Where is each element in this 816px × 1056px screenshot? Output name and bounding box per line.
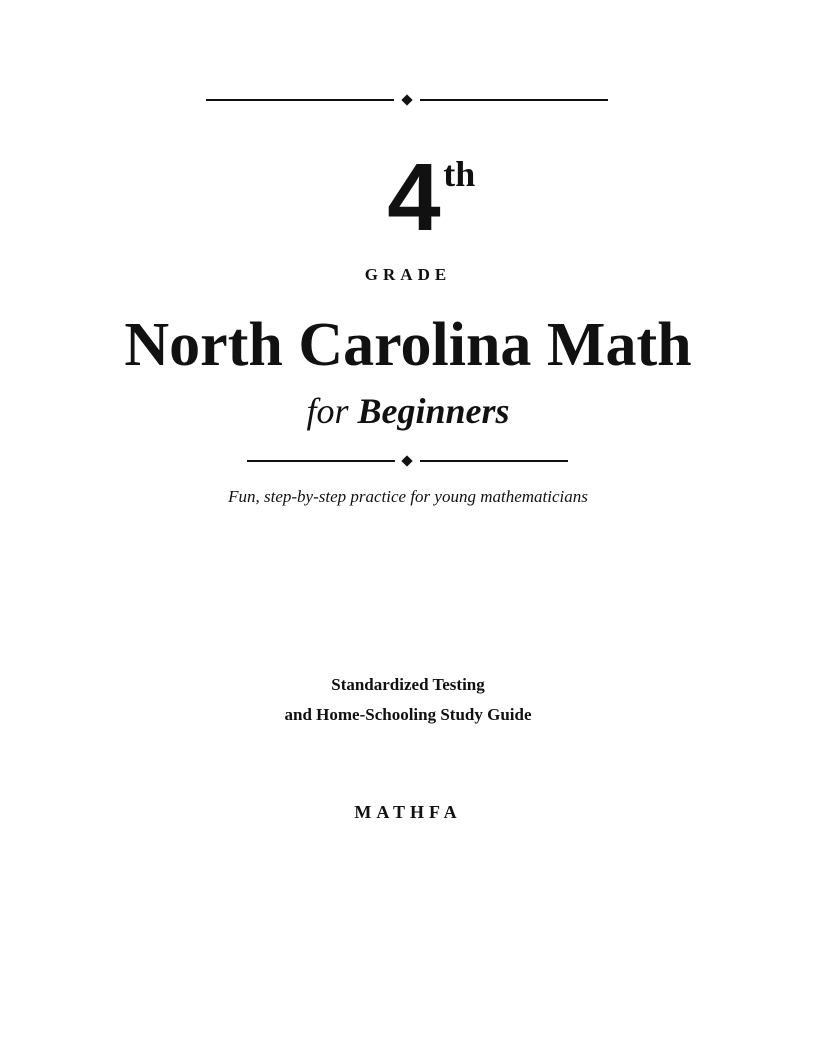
top-ornament-divider xyxy=(206,94,608,106)
tagline: Fun, step-by-step practice for young mathematicians xyxy=(228,487,588,506)
publisher-name: MATHFA xyxy=(354,802,462,822)
diamond-icon xyxy=(401,94,412,105)
divider-line-right xyxy=(420,99,608,101)
guide-line-2: and Home-Schooling Study Guide xyxy=(284,705,532,724)
grade-number: 4 xyxy=(387,144,441,251)
grade-ordinal-suffix: th xyxy=(443,154,476,194)
divider-line-left xyxy=(247,460,395,462)
book-title: North Carolina Math xyxy=(124,311,692,379)
middle-ornament-divider xyxy=(247,455,568,467)
study-guide-description xyxy=(0,670,816,730)
grade-heading xyxy=(0,144,816,258)
grade-label: GRADE xyxy=(364,265,452,284)
divider-line-left xyxy=(206,99,394,101)
divider-line-right xyxy=(420,460,568,462)
subtitle-prefix: for xyxy=(306,391,349,431)
subtitle-emphasis: Beginners xyxy=(357,391,510,431)
diamond-icon xyxy=(401,455,412,466)
book-subtitle xyxy=(0,388,816,434)
guide-line-1: Standardized Testing xyxy=(331,675,485,694)
